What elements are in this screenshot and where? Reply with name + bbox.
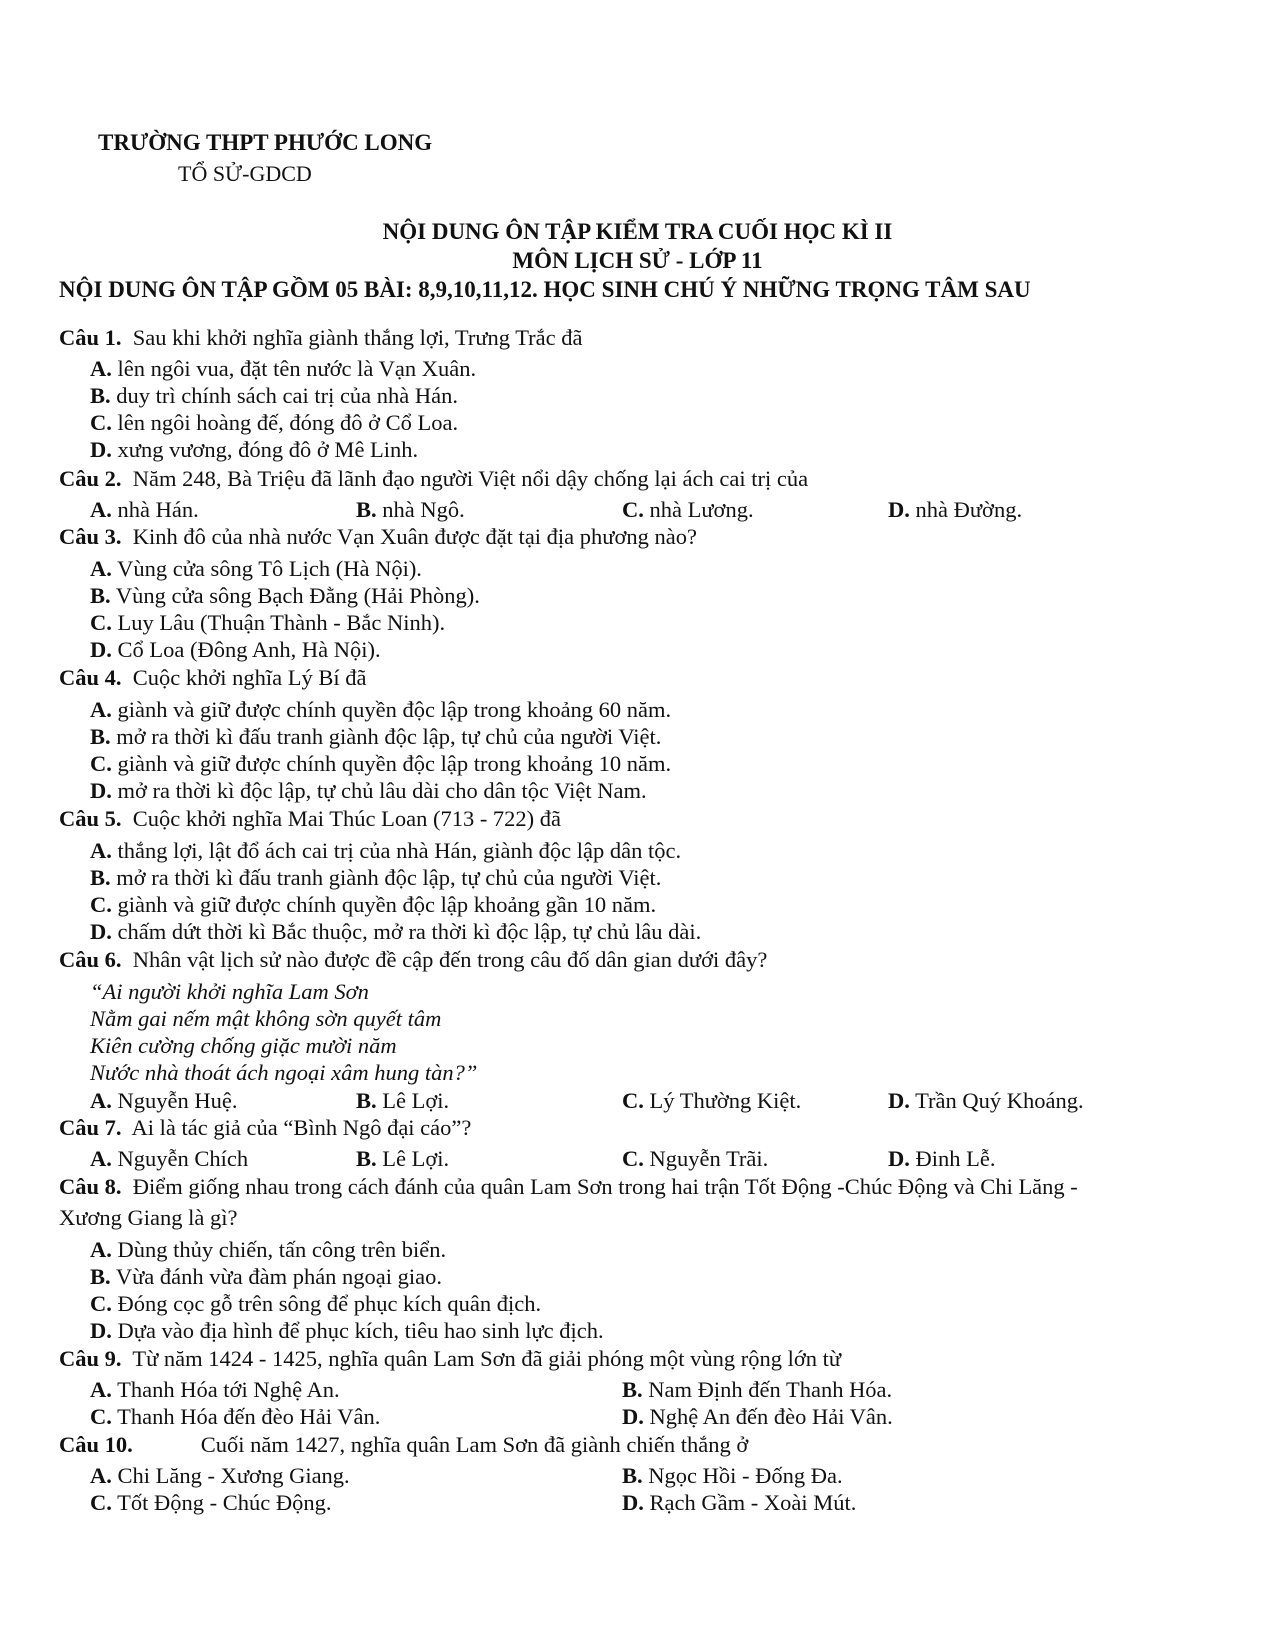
question-text: Cuộc khởi nghĩa Mai Thúc Loan (713 - 722) đã <box>132 806 562 831</box>
question-8 <box>59 1174 1078 1200</box>
option-5c: C. giành và giữ được chính quyền độc lập khoảng gần 10 năm. <box>90 892 657 917</box>
question-text: Ai là tác giả của “Bình Ngô đại cáo”? <box>131 1115 472 1140</box>
option-3c: C. Luy Lâu (Thuận Thành - Bắc Ninh). <box>90 610 446 635</box>
review-scope: NỘI DUNG ÔN TẬP GỒM 05 BÀI: 8,9,10,11,12. HỌC SINH CHÚ Ý NHỮNG TRỌNG TÂM SAU <box>59 277 1031 302</box>
option-2b: B. nhà Ngô. <box>356 497 465 522</box>
question-text: Nhân vật lịch sử nào được đề cập đến trong câu đố dân gian dưới đây? <box>132 947 768 972</box>
option-10b: B. Ngọc Hồi - Đống Đa. <box>622 1463 843 1488</box>
document-title: NỘI DUNG ÔN TẬP KIỂM TRA CUỐI HỌC KÌ II <box>382 219 893 244</box>
question-9 <box>59 1346 841 1372</box>
question-number: Câu 5. <box>59 806 122 831</box>
question-2 <box>59 466 808 492</box>
option-5d: D. chấm dứt thời kì Bắc thuộc, mở ra thời kì độc lập, tự chủ lâu dài. <box>90 919 702 944</box>
poem-line: “Ai người khởi nghĩa Lam Sơn <box>90 979 369 1004</box>
question-text: Điểm giống nhau trong cách đánh của quân Lam Sơn trong hai trận Tốt Động -Chúc Động và Chi Lăng - <box>132 1174 1078 1199</box>
question-text: Kinh đô của nhà nước Vạn Xuân được đặt tại địa phương nào? <box>132 524 697 549</box>
question-number: Câu 2. <box>59 466 122 491</box>
option-1a: A. lên ngôi vua, đặt tên nước là Vạn Xuân. <box>90 356 477 381</box>
question-number: Câu 4. <box>59 665 122 690</box>
option-9d: D. Nghệ An đến đèo Hải Vân. <box>622 1404 893 1429</box>
question-text: Từ năm 1424 - 1425, nghĩa quân Lam Sơn đã giải phóng một vùng rộng lớn từ <box>132 1346 842 1371</box>
option-9a: A. Thanh Hóa tới Nghệ An. <box>90 1377 340 1402</box>
option-2a: A. nhà Hán. <box>90 497 199 522</box>
question-10 <box>59 1432 748 1458</box>
option-2d: D. nhà Đường. <box>888 497 1023 522</box>
option-9b: B. Nam Định đến Thanh Hóa. <box>622 1377 893 1402</box>
school-name: TRƯỜNG THPT PHƯỚC LONG <box>98 130 433 155</box>
question-4 <box>59 665 367 691</box>
option-8a: A. Dùng thủy chiến, tấn công trên biển. <box>90 1237 447 1262</box>
poem-line: Nằm gai nếm mật không sờn quyết tâm <box>90 1006 442 1031</box>
option-5a: A. thắng lợi, lật đổ ách cai trị của nhà Hán, giành độc lập dân tộc. <box>90 838 682 863</box>
question-8-continued: Xương Giang là gì? <box>59 1205 238 1230</box>
option-1d: D. xưng vương, đóng đô ở Mê Linh. <box>90 437 419 462</box>
option-8c: C. Đóng cọc gỗ trên sông để phục kích quân địch. <box>90 1291 542 1316</box>
option-4d: D. mở ra thời kì độc lập, tự chủ lâu dài cho dân tộc Việt Nam. <box>90 778 647 803</box>
question-number: Câu 1. <box>59 325 122 350</box>
option-3d: D. Cổ Loa (Đông Anh, Hà Nội). <box>90 637 381 662</box>
question-number: Câu 6. <box>59 947 122 972</box>
question-5 <box>59 806 561 832</box>
question-number: Câu 10. <box>59 1432 133 1457</box>
question-1 <box>59 325 583 351</box>
department-name: TỔ SỬ-GDCD <box>178 161 312 186</box>
subject-title: MÔN LỊCH SỬ - LỚP 11 <box>512 248 763 273</box>
question-number: Câu 9. <box>59 1346 122 1371</box>
option-4c: C. giành và giữ được chính quyền độc lập trong khoảng 10 năm. <box>90 751 672 776</box>
option-8b: B. Vừa đánh vừa đàm phán ngoại giao. <box>90 1264 443 1289</box>
option-6b: B. Lê Lợi. <box>356 1088 450 1113</box>
option-3a: A. Vùng cửa sông Tô Lịch (Hà Nội). <box>90 556 422 581</box>
option-8d: D. Dựa vào địa hình để phục kích, tiêu hao sinh lực địch. <box>90 1318 604 1343</box>
poem-line: Kiên cường chống giặc mười năm <box>90 1033 397 1058</box>
option-10d: D. Rạch Gầm - Xoài Mút. <box>622 1490 857 1515</box>
option-7d: D. Đinh Lễ. <box>888 1146 996 1171</box>
option-6c: C. Lý Thường Kiệt. <box>622 1088 802 1113</box>
option-6a: A. Nguyễn Huệ. <box>90 1088 238 1113</box>
question-text: Cuộc khởi nghĩa Lý Bí đã <box>132 665 367 690</box>
option-7a: A. Nguyễn Chích <box>90 1146 249 1171</box>
option-2c: C. nhà Lương. <box>622 497 754 522</box>
option-3b: B. Vùng cửa sông Bạch Đằng (Hải Phòng). <box>90 583 480 608</box>
option-9c: C. Thanh Hóa đến đèo Hải Vân. <box>90 1404 381 1429</box>
option-4b: B. mở ra thời kì đấu tranh giành độc lập, tự chủ của người Việt. <box>90 724 662 749</box>
question-3 <box>59 524 697 550</box>
option-7b: B. Lê Lợi. <box>356 1146 450 1171</box>
option-10c: C. Tốt Động - Chúc Động. <box>90 1490 332 1515</box>
question-number: Câu 7. <box>59 1115 122 1140</box>
option-5b: B. mở ra thời kì đấu tranh giành độc lập, tự chủ của người Việt. <box>90 865 662 890</box>
question-text: Năm 248, Bà Triệu đã lãnh đạo người Việt nổi dậy chống lại ách cai trị của <box>132 466 809 491</box>
question-7 <box>59 1115 471 1141</box>
option-10a: A. Chi Lăng - Xương Giang. <box>90 1463 350 1488</box>
option-1b: B. duy trì chính sách cai trị của nhà Hán. <box>90 383 459 408</box>
option-7c: C. Nguyễn Trãi. <box>622 1146 769 1171</box>
question-text: Cuối năm 1427, nghĩa quân Lam Sơn đã giành chiến thắng ở <box>200 1432 749 1457</box>
poem-line: Nước nhà thoát ách ngoại xâm hung tàn?” <box>90 1060 478 1085</box>
option-6d: D. Trần Quý Khoáng. <box>888 1088 1084 1113</box>
question-number: Câu 3. <box>59 524 122 549</box>
option-4a: A. giành và giữ được chính quyền độc lập trong khoảng 60 năm. <box>90 697 672 722</box>
question-number: Câu 8. <box>59 1174 122 1199</box>
option-1c: C. lên ngôi hoàng đế, đóng đô ở Cổ Loa. <box>90 410 459 435</box>
question-6 <box>59 947 767 973</box>
question-text: Sau khi khởi nghĩa giành thắng lợi, Trưng Trắc đã <box>132 325 583 350</box>
